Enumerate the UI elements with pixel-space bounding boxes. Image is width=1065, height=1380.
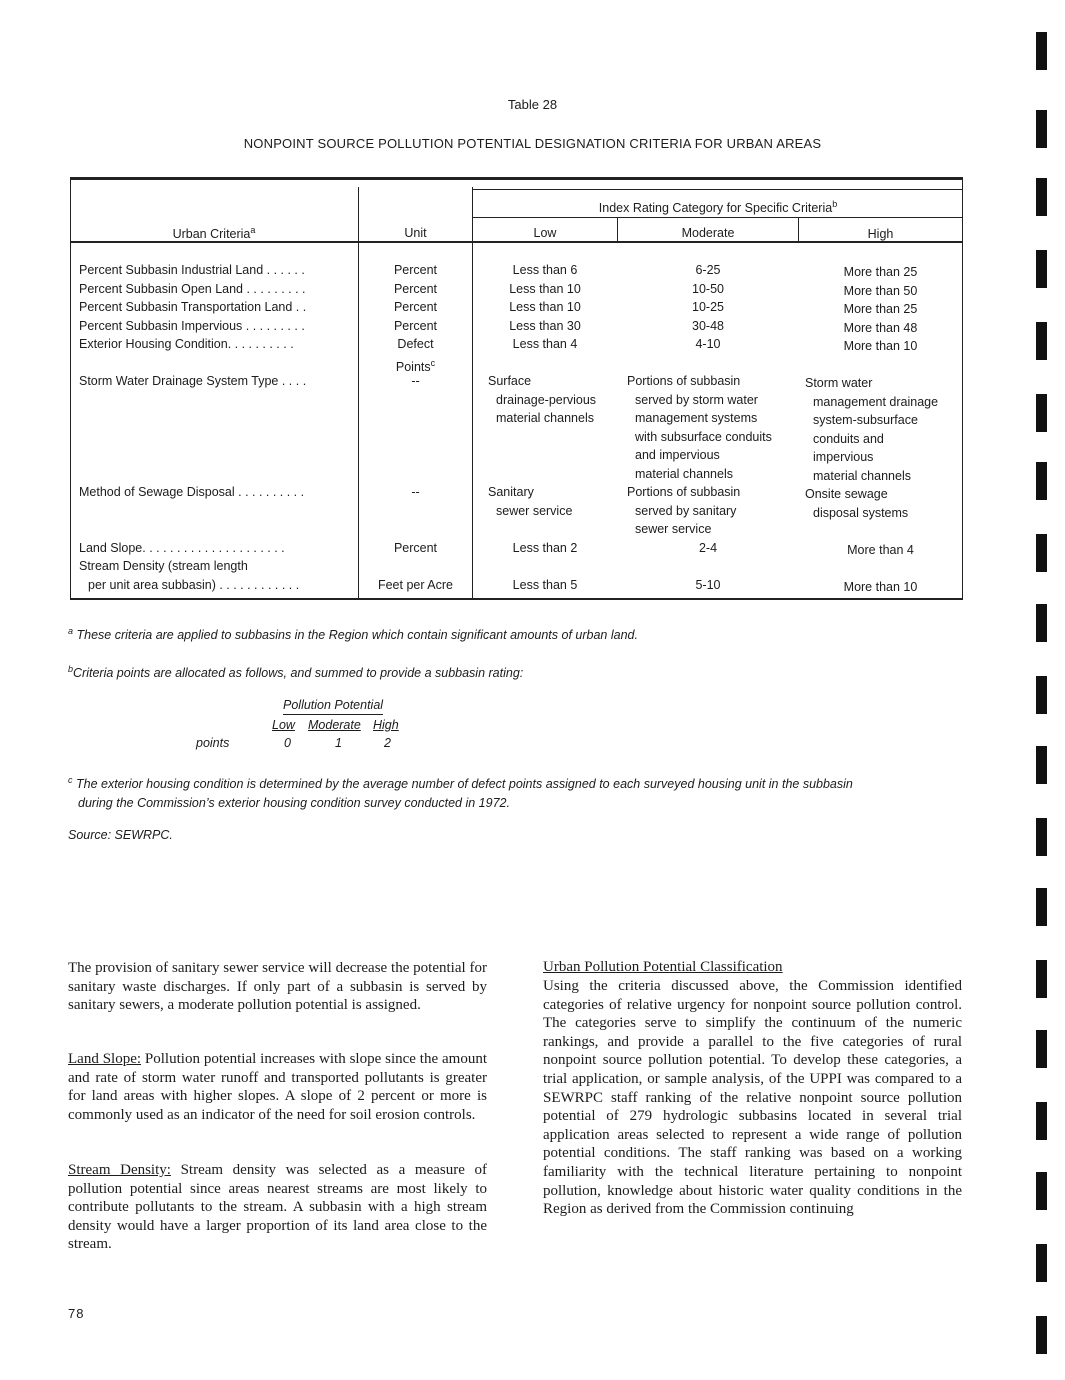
registration-mark	[1036, 534, 1047, 572]
registration-mark	[1036, 394, 1047, 432]
points-row-label: points	[196, 736, 230, 750]
low-cell: Sanitary sewer service	[488, 485, 573, 518]
unit-cell: Feet per Acre	[377, 578, 454, 592]
header-high: High	[867, 227, 894, 241]
registration-mark	[1036, 676, 1047, 714]
points-high-label: High	[373, 718, 399, 732]
high-cell: More than 10	[843, 580, 918, 594]
criteria-label: Storm Water Drainage System Type . . . .	[79, 374, 307, 388]
header-moderate: Moderate	[681, 226, 735, 240]
criteria-label: Percent Subbasin Open Land . . . . . . . . .	[79, 281, 306, 296]
registration-mark	[1036, 178, 1047, 216]
registration-mark	[1036, 818, 1047, 856]
unit-cell: Percent Percent Percent Percent Defect Points$^c$	[393, 263, 438, 374]
registration-mark	[1036, 960, 1047, 998]
points-moderate-value: 1	[335, 736, 342, 750]
points-high-value: 2	[384, 736, 391, 750]
registration-mark	[1036, 1316, 1047, 1354]
points-low-value: 0	[284, 736, 291, 750]
registration-mark	[1036, 1172, 1047, 1210]
registration-mark	[1036, 32, 1047, 70]
header-urban-criteria: Urban Criteria$^a$	[172, 225, 256, 242]
registration-mark	[1036, 746, 1047, 784]
index-group-top-rule	[472, 189, 963, 190]
criteria-label: Percent Subbasin Transportation Land . .	[79, 300, 307, 314]
low-cell: Less than 2	[512, 541, 578, 555]
header-low: Low	[533, 226, 557, 240]
moderate-cell: 6-25 10-50 10-25 30-48 4-10	[692, 263, 724, 351]
body-left-paragraph-stream-density: Stream Density: Stream density was selected as a measure of pollution potential since areas nearest streams are most likely to contribute pollutants to the stream. A subbasin with a high stream density would have a larger proportion of its land area close to the stream.	[68, 1162, 487, 1253]
criteria-label: per unit area subbasin) . . . . . . . . . . . .	[88, 578, 300, 592]
criteria-table	[70, 177, 963, 600]
registration-mark	[1036, 322, 1047, 360]
header-index-rating: Index Rating Category for Specific Criteria$^b$	[598, 199, 838, 216]
section-heading-urban-classification: Urban Pollution Potential Classification	[543, 959, 783, 975]
registration-mark	[1036, 1102, 1047, 1140]
body-right-paragraph-1: Using the criteria discussed above, the Commission identified categories of relative urgency for nonpoint source pollution control. The categories serve to simplify the continuum of the numeric rankings, and provide a parallel to the five categories of rural nonpoint source pollution potential. To develop these categories, a trial application, or sample analysis, of the UPPI was compared to a SEWRPC staff ranking of the relative nonpoint source pollution potential of 279 hydrologic subbasins located in several trial application areas selected to represent a wide range of pollution potential conditions. The staff ranking was based on a working familiarity with the technical literature pertaining to nonpoint pollution, knowledge about historic water quality conditions in the Region as derived from the Commission continuing	[543, 978, 962, 1218]
body-left-paragraph-land-slope: Land Slope: Pollution potential increases with slope since the amount and rate of storm water runoff and transported pollutants is greater for land areas with higher slopes. A slope of 2 percent or more is commonly used as an indicator of the need for soil erosion controls.	[68, 1051, 488, 1123]
stream-density-heading: Stream Density:	[68, 1162, 171, 1178]
table-row	[79, 261, 354, 354]
criteria-label: Percent Subbasin Impervious . . . . . . . . .	[79, 318, 305, 333]
table-title: NONPOINT SOURCE POLLUTION POTENTIAL DESIGNATION CRITERIA FOR URBAN AREAS	[243, 136, 822, 151]
high-cell: More than 25 More than 50 More than 25 More than 48 More than 10	[843, 265, 918, 353]
moderate-cell: Portions of subbasin served by storm water management systems with subsurface conduits and impervious material channels	[627, 374, 772, 481]
low-cell: Less than 5	[512, 578, 578, 592]
registration-mark	[1036, 888, 1047, 926]
registration-mark	[1036, 1244, 1047, 1282]
table-number: Table 28	[507, 97, 558, 112]
unit-cell: --	[411, 485, 420, 499]
source-note: Source: SEWRPC.	[68, 828, 173, 842]
table-top-rule	[70, 177, 963, 180]
body-left-paragraph-1: The provision of sanitary sewer service will decrease the potential for sanitary waste discharges. If only part of a subbasin is served by sanitary sewers, a moderate pollution potential is assigned.	[68, 960, 487, 1014]
footnote-b: $^b$Criteria points are allocated as follows, and summed to provide a subbasin rating:	[68, 664, 524, 681]
criteria-label: Exterior Housing Condition. . . . . . . . . .	[79, 337, 294, 351]
moderate-cell: 2-4	[698, 541, 718, 555]
points-moderate-label: Moderate	[308, 718, 361, 732]
criteria-label: Method of Sewage Disposal . . . . . . . . . .	[79, 485, 305, 499]
unit-cell: Percent	[393, 541, 438, 555]
table-bottom-rule	[70, 598, 963, 600]
points-low-label: Low	[272, 718, 295, 732]
criteria-label: Stream Density (stream length	[79, 559, 248, 573]
table-right-rule	[962, 177, 963, 600]
high-cell: Storm water management drainage system-subsurface conduits and impervious material channels	[805, 376, 939, 483]
registration-mark	[1036, 462, 1047, 500]
low-cell: Surface drainage-pervious material channels	[488, 374, 597, 425]
high-cell: More than 4	[847, 543, 914, 557]
header-unit: Unit	[404, 226, 427, 240]
registration-mark	[1036, 250, 1047, 288]
page-number: 78	[68, 1306, 85, 1321]
points-heading: Pollution Potential	[283, 697, 383, 715]
registration-mark	[1036, 604, 1047, 642]
moderate-cell: 5-10	[695, 578, 721, 592]
land-slope-heading: Land Slope:	[68, 1051, 142, 1067]
low-cell: Less than 6 Less than 10 Less than 10 Less than 30 Less than 4	[509, 263, 581, 351]
high-cell: Onsite sewage disposal systems	[805, 487, 909, 520]
footnote-a: $^a$ These criteria are applied to subbasins in the Region which contain significant amounts of urban land.	[68, 626, 638, 643]
moderate-cell: Portions of subbasin served by sanitary sewer service	[627, 485, 741, 536]
footnote-c: $^c$ The exterior housing condition is determined by the average number of defect points assigned to each surveyed housing unit in the subbasin during the Commission’s exterior housing condition survey conducted in 1972.	[68, 775, 853, 811]
criteria-label: Percent Subbasin Industrial Land . . . . . .	[79, 263, 305, 277]
unit-cell: --	[411, 374, 420, 388]
criteria-label: Land Slope. . . . . . . . . . . . . . . . . . . . .	[79, 541, 285, 555]
registration-mark	[1036, 1030, 1047, 1068]
